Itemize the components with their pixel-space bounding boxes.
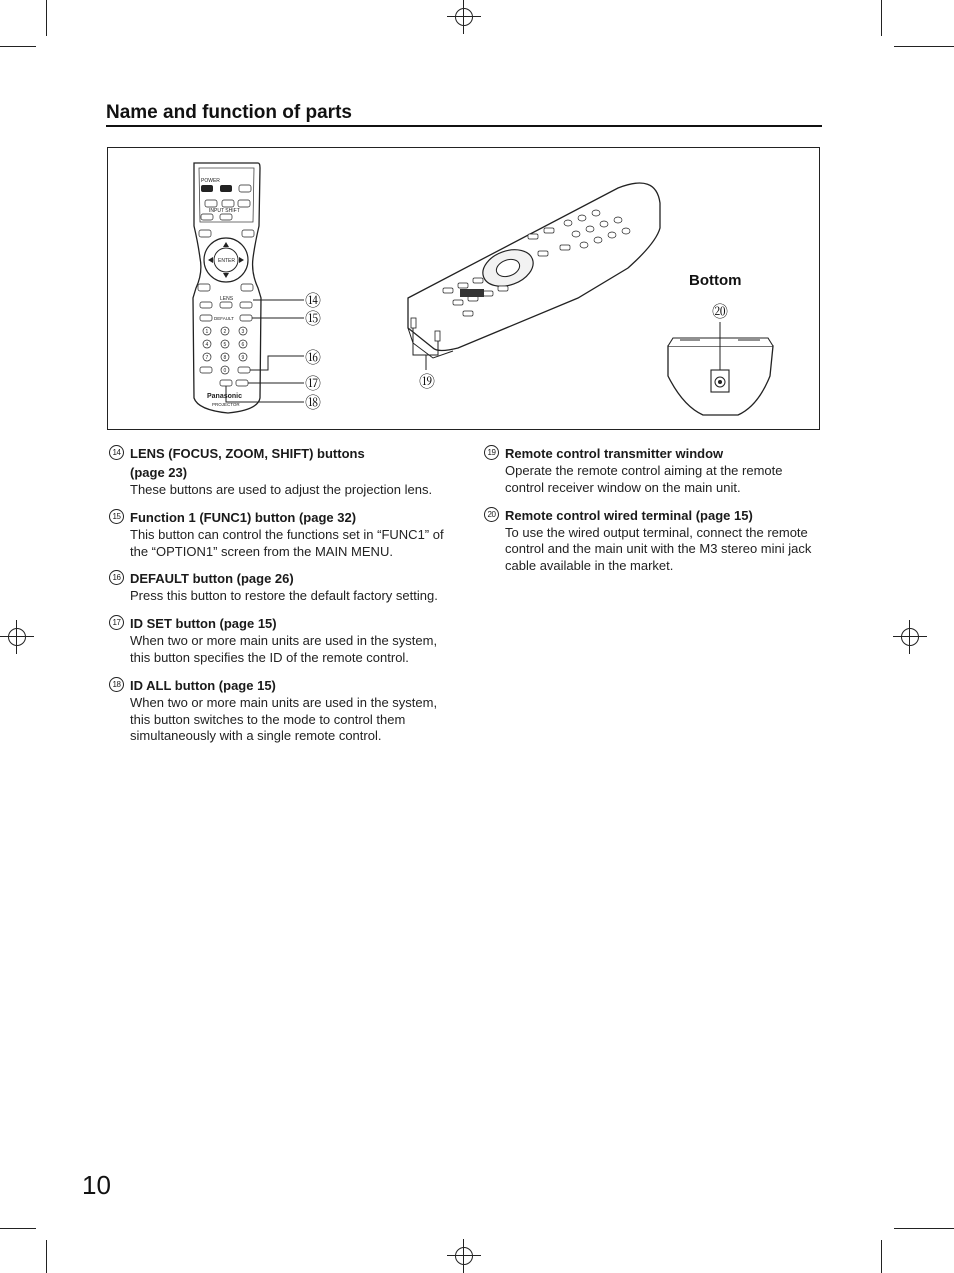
item-title: ID ALL button (page 15) — [130, 677, 276, 693]
callout-18: ⑱ — [305, 395, 322, 412]
item-title: LENS (FOCUS, ZOOM, SHIFT) buttons — [130, 446, 365, 461]
callout-20: ⑳ — [712, 304, 729, 321]
descriptions-left-column — [106, 444, 451, 754]
callout-14: ⑭ — [305, 293, 322, 310]
item-description: These buttons are used to adjust the projection lens. — [130, 482, 433, 497]
item-title: ID SET button (page 15) — [130, 616, 277, 632]
svg-text:4: 4 — [205, 342, 209, 348]
bottom-label: Bottom — [689, 272, 742, 289]
item-title: DEFAULT button (page 26) — [130, 571, 294, 587]
remote-perspective-view — [408, 183, 660, 358]
registration-mark — [447, 1239, 481, 1273]
item-number: 17 — [109, 615, 124, 630]
section-title: Name and function of parts — [106, 102, 352, 123]
callout-16: ⑯ — [305, 350, 322, 367]
svg-text:0: 0 — [223, 368, 227, 374]
description-item-17 — [106, 614, 451, 667]
svg-text:6: 6 — [241, 342, 245, 348]
callout-15: ⑮ — [305, 311, 322, 328]
item-description: Press this button to restore the default factory setting. — [130, 588, 438, 604]
item-title: Remote control transmitter window — [505, 446, 724, 461]
registration-mark — [893, 620, 927, 654]
description-item-16 — [106, 569, 451, 605]
input-shift-label: INPUT SHIFT — [209, 208, 240, 214]
item-number: 18 — [109, 677, 124, 692]
remote-front-view — [193, 163, 261, 413]
callout-19: ⑲ — [419, 374, 436, 391]
registration-mark — [447, 0, 481, 34]
description-item-18 — [106, 676, 451, 745]
svg-text:5: 5 — [223, 342, 227, 348]
crop-mark — [46, 1240, 47, 1273]
brand-label: Panasonic — [207, 393, 243, 400]
svg-text:9: 9 — [241, 355, 245, 361]
svg-text:1: 1 — [205, 329, 209, 335]
item-description: Operate the remote control aiming at the remote control receiver window on the main unit. — [505, 463, 783, 495]
crop-mark — [894, 1228, 954, 1229]
item-title: Function 1 (FUNC1) button (page 32) — [130, 509, 357, 525]
description-item-15 — [106, 508, 451, 561]
remote-control-figure — [107, 147, 820, 430]
page-number: 10 — [82, 1170, 111, 1200]
descriptions-right-column — [481, 444, 816, 584]
item-description: When two or more main units are used in the system, this button switches to the mode to control them simultaneously with a single remote control. — [130, 694, 438, 744]
crop-mark — [0, 1228, 36, 1229]
crop-mark — [881, 1240, 882, 1273]
item-description: To use the wired output terminal, connect the remote control and the main unit with the M3 stereo mini jack cable available in the market. — [505, 524, 812, 574]
svg-text:2: 2 — [223, 329, 227, 335]
svg-text:3: 3 — [241, 329, 245, 335]
crop-mark — [0, 46, 36, 47]
description-item-20 — [481, 506, 816, 575]
enter-label: ENTER — [218, 258, 235, 264]
item-title: Remote control wired terminal (page 15) — [505, 507, 753, 523]
item-number: 20 — [484, 507, 499, 522]
title-rule — [106, 125, 822, 127]
svg-text:8: 8 — [223, 355, 227, 361]
lens-label: LENS — [220, 296, 234, 302]
crop-mark — [894, 46, 954, 47]
power-label: POWER — [201, 178, 220, 184]
callout-17: ⑰ — [305, 376, 322, 393]
description-item-19 — [481, 444, 816, 497]
description-item-14 — [106, 444, 451, 499]
svg-text:7: 7 — [205, 355, 209, 361]
item-number: 15 — [109, 509, 124, 524]
item-number: 19 — [484, 445, 499, 460]
item-description: This button can control the functions set in “FUNC1” of the “OPTION1” screen from the MAIN MENU. — [130, 526, 444, 559]
crop-mark — [46, 0, 47, 36]
default-label: DEFAULT — [214, 316, 234, 321]
registration-mark — [0, 620, 34, 654]
item-title-page-ref: (page 23) — [130, 465, 188, 480]
item-number: 16 — [109, 570, 124, 585]
crop-mark — [881, 0, 882, 36]
item-description: When two or more main units are used in the system, this button specifies the ID of the remote control. — [130, 633, 438, 665]
projector-label: PROJECTOR — [212, 402, 240, 407]
item-number: 14 — [109, 445, 124, 460]
